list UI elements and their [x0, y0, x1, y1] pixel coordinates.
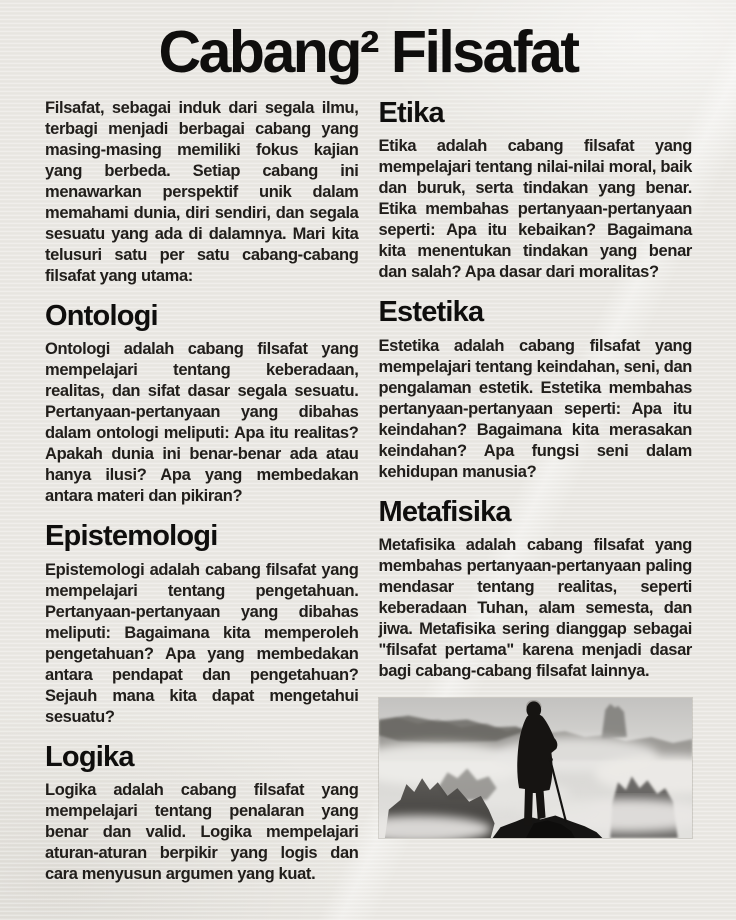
painting-illustration — [379, 698, 693, 838]
section-heading: Etika — [378, 96, 444, 129]
section-body: Epistemologi adalah cabang filsafat yang mempelajari tentang pengetahuan. Pertanyaan-pertanyaan yang dibahas meliputi: Bagaimana kita memperoleh pengetahuan? Apa yang membedakan antara pendapat dan pengetahuan? Sejauh mana kita dapat mengetahui sesuatu? — [45, 560, 359, 726]
section-body: Estetika adalah cabang filsafat yang mempelajari tentang keindahan, seni, dan pengalaman estetik. Estetika membahas pertanyaan-pertanyaan seperti: Apa itu keindahan? Bagaimana kita merasakan keindahan? Apa fungsi seni dalam kehidupan manusia? — [378, 336, 692, 481]
content-columns — [0, 98, 736, 885]
section-heading: Estetika — [378, 296, 484, 329]
section-body: Etika adalah cabang filsafat yang mempelajari tentang nilai-nilai moral, baik dan buruk, serta tindakan yang benar. Etika membahas pertanyaan-pertanyaan seperti: Apa itu kebaikan? Bagaimana kita menentukan tindakan yang benar dan salah? Apa dasar dari moralitas? — [378, 137, 692, 282]
right-column — [379, 98, 693, 885]
left-column — [45, 98, 359, 885]
section-heading: Ontologi — [45, 299, 158, 332]
intro-paragraph: Filsafat, sebagai induk dari segala ilmu, terbagi menjadi berbagai cabang yang masing-masing memiliki fokus kajian yang berbeda. Setiap cabang ini menawarkan perspektif unik dalam memahami dunia, diri sendiri, dan segala sesuatu yang ada di dalamnya. Mari kita telusuri satu per satu cabang-cabang filsafat yang utama: — [45, 98, 359, 285]
section-ontologi — [45, 301, 359, 507]
section-metafisika — [379, 497, 693, 682]
section-logika — [45, 742, 359, 885]
section-heading: Metafisika — [378, 495, 511, 528]
section-etika — [379, 98, 693, 283]
section-heading: Logika — [45, 740, 134, 773]
wanderer-above-the-sea-of-fog-painting — [379, 698, 693, 838]
section-body: Logika adalah cabang filsafat yang mempelajari tentang penalaran yang benar dan valid. Logika mempelajari aturan-aturan berpikir yang logis dan cara menyusun argumen yang kuat. — [45, 781, 359, 884]
page-title: Cabang² Filsafat — [158, 19, 578, 85]
section-epistemologi — [45, 521, 359, 727]
section-estetika — [379, 297, 693, 482]
section-body: Ontologi adalah cabang filsafat yang mempelajari tentang keberadaan, realitas, dan sifat dasar segala sesuatu. Pertanyaan-pertanyaan yang dibahas dalam ontologi meliputi: Apa itu realitas? Apakah dunia ini benar-benar ada atau hanya ilusi? Apa yang membedakan antara materi dan pikiran? — [45, 340, 359, 506]
section-heading: Epistemologi — [45, 520, 218, 553]
section-body: Metafisika adalah cabang filsafat yang membahas pertanyaan-pertanyaan paling mendasar tentang realitas, seperti keberadaan Tuhan, alam semesta, dan jiwa. Metafisika sering dianggap sebagai "filsafat pertama" karena menjadi dasar bagi cabang-cabang filsafat lainnya. — [378, 536, 692, 681]
